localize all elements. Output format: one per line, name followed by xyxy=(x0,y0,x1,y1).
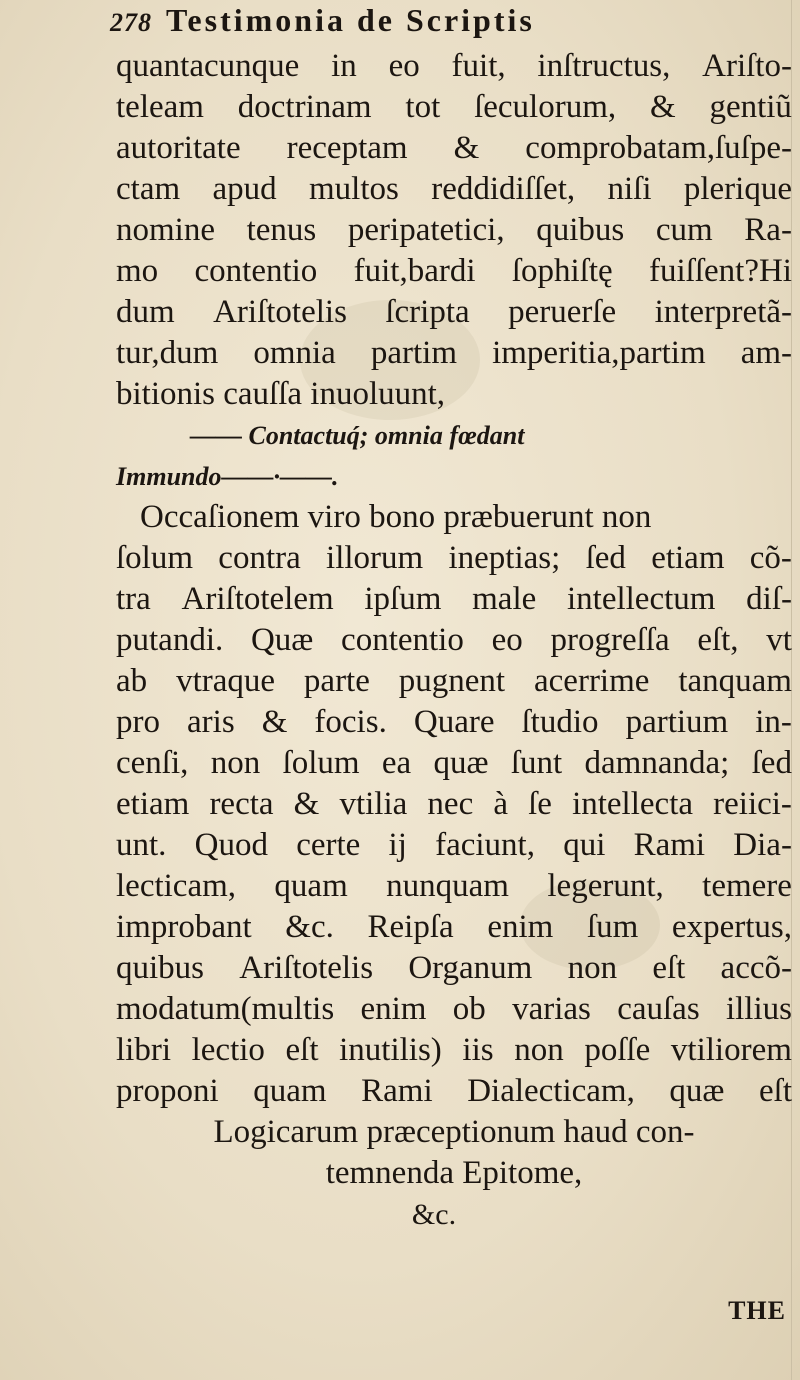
text-line: cenſi, non ſolum ea quæ ſunt damnanda; ſed xyxy=(116,745,792,781)
catchword: THE xyxy=(728,1296,786,1325)
text-line: putandi. Quæ contentio eo progreſſa eſt, vt xyxy=(116,622,792,658)
text-line: dum Ariſtotelis ſcripta peruerſe interpretã- xyxy=(116,294,792,330)
text-line: Occaſionem viro bono præbuerunt non xyxy=(140,499,652,535)
text-line: proponi quam Rami Dialecticam, quæ eſt xyxy=(116,1073,792,1109)
text-line: bitionis cauſſa inuoluunt, xyxy=(116,376,446,412)
text-line: tra Ariſtotelem ipſum male intellectum diſ- xyxy=(116,581,792,617)
text-line: quibus Ariſtotelis Organum non eſt accõ- xyxy=(116,950,792,986)
text-line: modatum(multis enim ob varias cauſas illius xyxy=(116,991,792,1027)
text-line: nomine tenus peripatetici, quibus cum Ra- xyxy=(116,212,792,248)
text-line: teleam doctrinam tot ſeculorum, & gentiũ xyxy=(116,89,792,125)
text-line: Logicarum præceptionum haud con- xyxy=(213,1114,695,1150)
text-line: etiam recta & vtilia nec à ſe intellecta reiici- xyxy=(116,786,792,822)
quotation-line: Immundo——·——. xyxy=(116,462,339,491)
text-line: libri lectio eſt inutilis) iis non poſſe vtiliorem xyxy=(116,1032,792,1068)
text-line: mo contentio fuit,bardi ſophiſtę fuiſſent?Hi xyxy=(116,253,792,289)
text-line: lecticam, quam nunquam legerunt, temere xyxy=(116,868,792,904)
text-line: ſolum contra illorum ineptias; ſed etiam cõ- xyxy=(116,540,792,576)
text-line: ctam apud multos reddidiſſet, niſi plerique xyxy=(116,171,792,207)
page-number: 278 xyxy=(110,8,152,37)
page-header xyxy=(110,2,535,42)
quotation-line: —— Contactuq́; omnia fœdant xyxy=(190,421,525,450)
text-line: tur,dum omnia partim imperitia,partim am- xyxy=(116,335,792,371)
text-line: &c. xyxy=(411,1198,457,1231)
text-line: pro aris & focis. Quare ſtudio partium in- xyxy=(116,704,792,740)
text-line: unt. Quod certe ij faciunt, qui Rami Dia- xyxy=(116,827,792,863)
text-line: ab vtraque parte pugnent acerrime tanquam xyxy=(116,663,792,699)
text-line: quantacunque in eo fuit, inſtructus, Ariſto- xyxy=(116,48,792,84)
text-line: temnenda Epitome, xyxy=(325,1155,583,1191)
body-text xyxy=(116,46,792,1235)
running-title: Testimonia de Scriptis xyxy=(166,2,535,38)
text-line: improbant &c. Reipſa enim ſum expertus, xyxy=(116,909,792,945)
text-line: autoritate receptam & comprobatam,ſuſpe- xyxy=(116,130,792,166)
